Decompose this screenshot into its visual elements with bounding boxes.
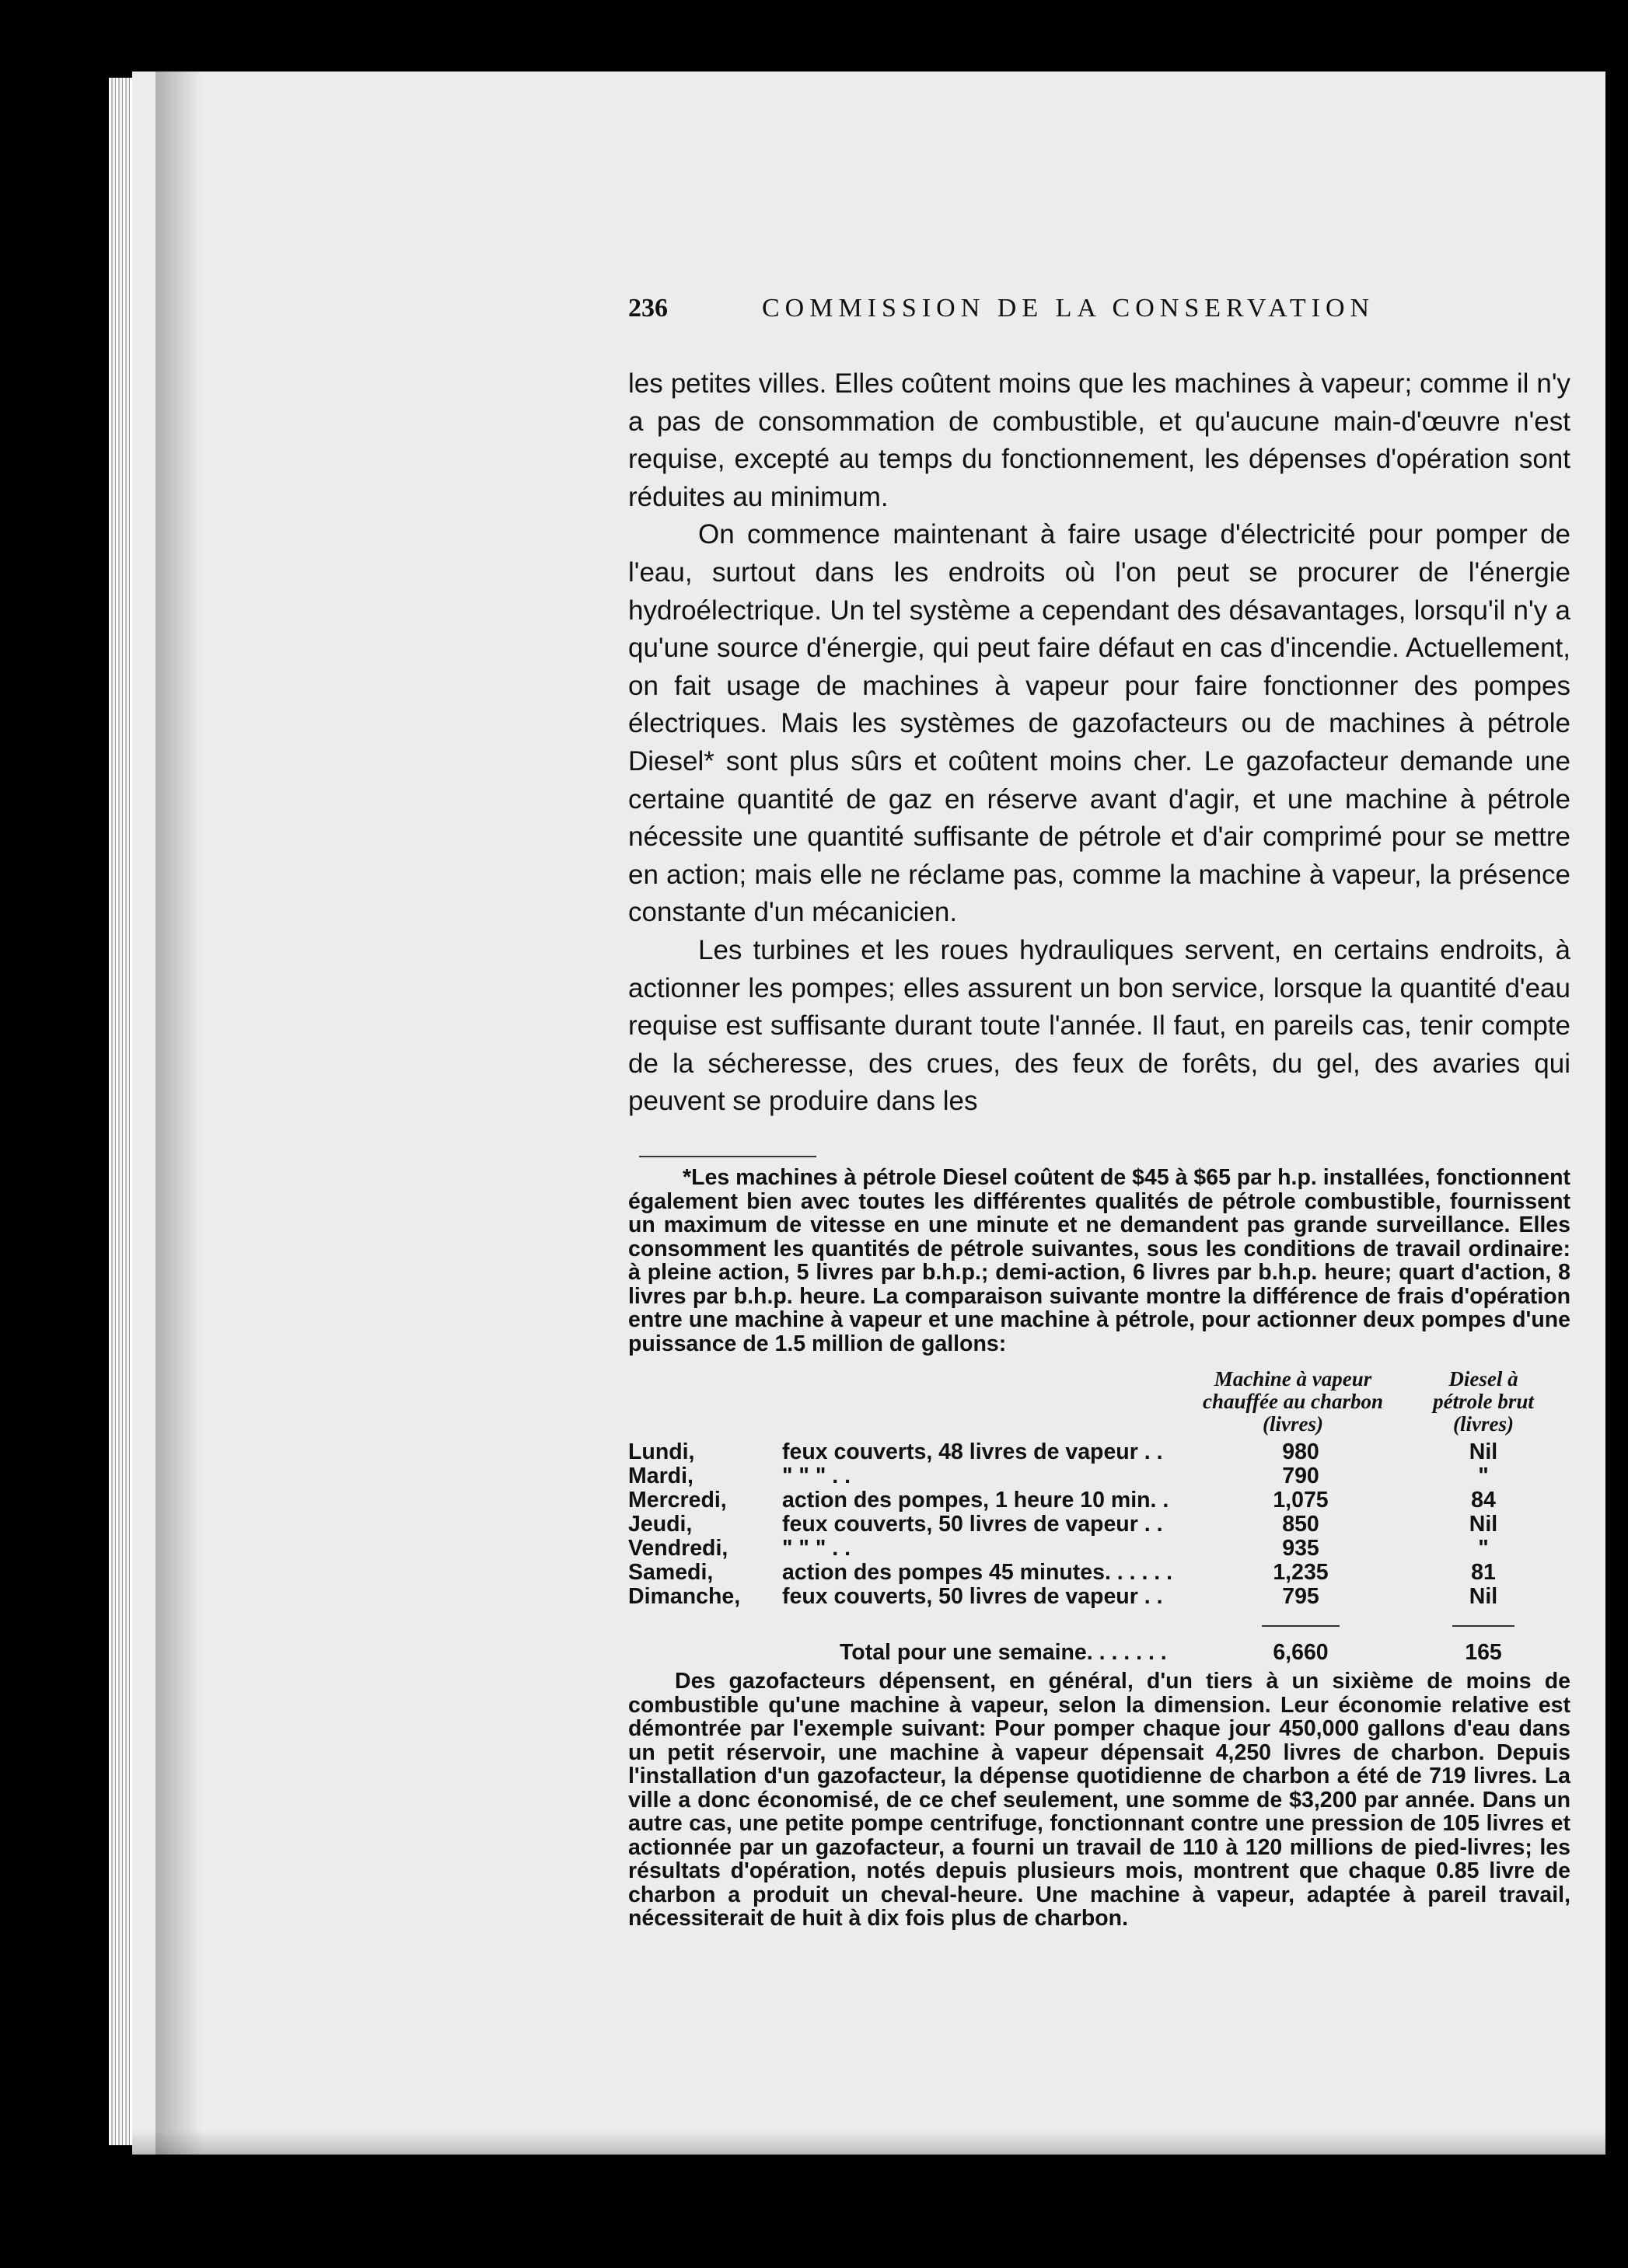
- running-title: COMMISSION DE LA CONSERVATION: [762, 294, 1375, 323]
- page-number: 236: [628, 294, 668, 323]
- paragraph: On commence maintenant à faire usage d'électricité pour pomper de l'eau, surtout dans les endroits où l'on peut se procurer de l'énergie hydroélectrique. Un tel système a cependant des désavantages, lorsqu'il n'y a qu'une source d'énergie, qui peut faire défaut en cas d'incendie. Actuellement, on fait usage de machines à vapeur pour faire fonctionner des pompes électriques. Mais les systèmes de gazofacteurs ou de machines à pétrole Diesel* sont plus sûrs et coûtent moins cher. Le gazofacteur demande une certaine quantité de gaz en réserve avant d'agir, et une machine à pétrole nécessite une quantité suffisante de pétrole et d'air comprimé pour se mettre en action; mais elle ne réclame pas, comme la machine à vapeur, la présence constante d'un mécanicien.: [628, 519, 1570, 928]
- table-row: Lundi, feux couverts, 48 livres de vapeur . . 980 Nil: [628, 1439, 1498, 1464]
- footnote: [628, 1166, 1570, 1356]
- table-row: Mardi, " " " . . 790 ": [628, 1464, 1489, 1488]
- sum-rule-diesel: [1452, 1625, 1514, 1627]
- table-row: Jeudi, feux couverts, 50 livres de vapeur . . 850 Nil: [628, 1512, 1498, 1537]
- paragraph: les petites villes. Elles coûtent moins que les machines à vapeur; comme il n'y a pas de consommation de combustible, et qu'aucune main-d'œuvre n'est requise, excepté au temps du fonctionnement, les dépenses d'opération sont réduites au minimum.: [628, 368, 1570, 512]
- table-row: Dimanche, feux couverts, 50 livres de vapeur . . 795 Nil: [628, 1584, 1498, 1609]
- main-text: [628, 365, 1570, 1121]
- gutter-shadow: [155, 72, 202, 2155]
- table-row: Samedi, action des pompes 45 minutes. . . . . . 1,235 81: [628, 1560, 1496, 1585]
- running-header: [628, 294, 1464, 333]
- paragraph: Les turbines et les roues hydrauliques servent, en certains endroits, à actionner les pompes; elles assurent un bon service, lorsque la quantité d'eau requise est suffisante durant toute l'année. Il faut, en pareils cas, tenir compte de la sécheresse, des crues, des feux de forêts, du gel, des avaries qui peuvent se produire dans les: [628, 934, 1570, 1117]
- sum-rule-steam: [1262, 1625, 1340, 1627]
- closing-paragraph: [628, 1670, 1570, 1931]
- table-row: Mercredi, action des pompes, 1 heure 10 min. . 1,075 84: [628, 1488, 1496, 1513]
- closing-text: Des gazofacteurs dépensent, en général, d'un tiers à un sixième de moins de combustible qu'une machine à vapeur, selon la dimension. Leur économie relative est démontrée par l'exemple suivant: Pour pomper chaque jour 450,000 gallons d'eau dans un petit réservoir, une machine à vapeur dépensait 4,250 livres de charbon. Depuis l'installation d'un gazofacteur, la dépense quotidienne de charbon a été de 719 livres. La ville a donc économisé, de ce chef seulement, une somme de $3,200 par année. Dans un autre cas, une petite pompe centrifuge, fonctionnant contre une pression de 105 livres et actionnée par un gazofacteur, a fourni un travail de 110 à 120 millions de pied-livres; les résultats d'opération, notés depuis plusieurs mois, montrent que chaque 0.85 livre de charbon a produit un cheval-heure. Une machine à vapeur, adaptée à pareil travail, nécessiterait de huit à dix fois plus de charbon.: [628, 1669, 1570, 1931]
- footnote-rule: [639, 1156, 816, 1157]
- column-header-steam: Machine à vapeur chauffée au charbon (livres): [1202, 1367, 1384, 1436]
- page-bottom-shadow: [132, 2130, 1605, 2155]
- column-header-diesel: Diesel à pétrole brut (livres): [1433, 1367, 1534, 1436]
- table-row: Vendredi, " " " . . 935 ": [628, 1536, 1489, 1561]
- footnote-text: *Les machines à pétrole Diesel coûtent de $45 à $65 par h.p. installées, fonctionnent également bien avec toutes les différentes qualités de pétrole combustible, fournissent un maximum de vitesse en une minute et ne demandent pas grande surveillance. Elles consomment les quantités de pétrole suivantes, sous les conditions de travail ordinaire: à pleine action, 5 livres par b.h.p.; demi-action, 6 livres par b.h.p. heure; quart d'action, 8 livres par b.h.p. heure. La comparaison suivante montre la différence de frais d'opération entre une machine à vapeur et une machine à pétrole, pour actionner deux pompes d'une puissance de 1.5 million de gallons:: [628, 1165, 1570, 1356]
